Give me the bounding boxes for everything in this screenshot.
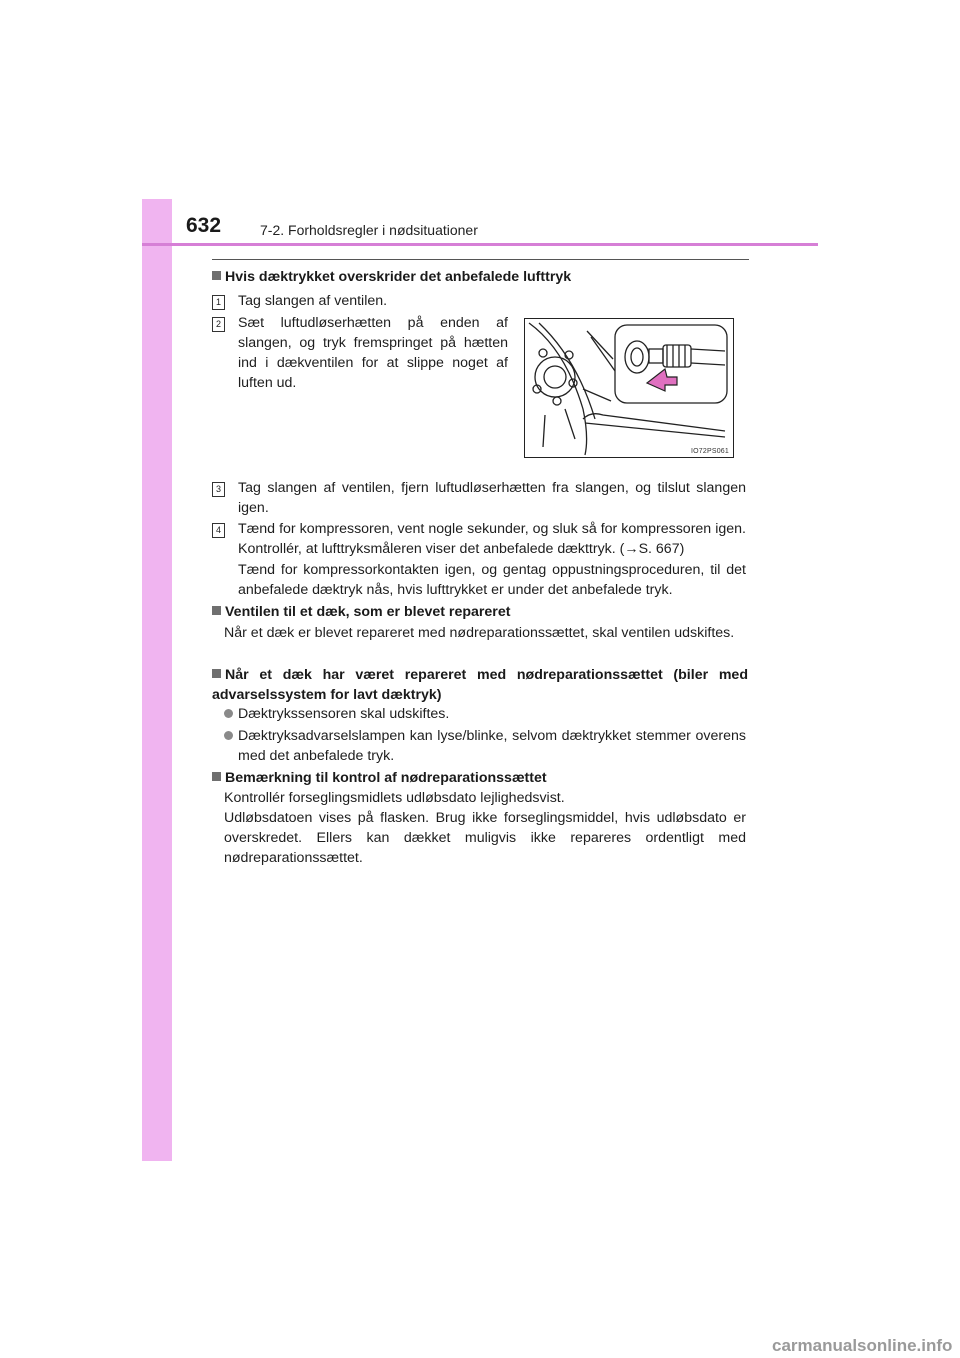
- tpms-bullet-1: Dæktrykssensoren skal udskiftes.: [238, 706, 450, 722]
- push-arrow-icon: [647, 369, 677, 391]
- valve-illustration: [524, 318, 734, 458]
- note-body: Udløbsdatoen vises på flasken. Brug ikke forseglingsmiddel, hvis udløbsdato er overskredet. Ellers kan dækket muligvis ikke repareres ordentligt med nødreparationssættet.: [224, 810, 746, 866]
- bullet-dot-icon: [224, 709, 233, 718]
- heading-square-icon: [212, 772, 221, 781]
- heading-valve: Ventilen til et dæk, som er blevet repareret: [212, 602, 752, 622]
- page-number: 632: [186, 214, 222, 237]
- valve-body: Når et dæk er blevet repareret med nødreparationssættet, skal ventilen udskiftes.: [224, 625, 735, 641]
- step-3-text: Tag slangen af ventilen, fjern luftudløserhætten fra slangen, og tilslut slangen igen.: [238, 480, 746, 516]
- step-4-note: Tænd for kompressorkontakten igen, og gentag oppustningsproceduren, til det anbefalede dæktryk nås, hvis lufttrykket er under det anbefalede tryk.: [238, 562, 746, 598]
- tire-valve-drawing: [525, 319, 733, 457]
- step-4-text: Tænd for kompressoren, vent nogle sekunder, og sluk så for kompressoren igen. Kontrollér, at lufttryksmåleren viser det anbefalede dækttryk. (→S. 667): [238, 521, 746, 557]
- tpms-bullet-2: Dæktryksadvarselslampen kan lyse/blinke, selvom dæktrykket stemmer overens med det anbefalede tryk.: [238, 728, 746, 764]
- bullet-dot-icon: [224, 731, 233, 740]
- step-number-box: 4: [212, 523, 225, 538]
- step-1-text: Tag slangen af ventilen.: [238, 293, 388, 309]
- section-title: 7-2. Forholdsregler i nødsituationer: [260, 222, 478, 238]
- heading-note: Bemærkning til kontrol af nødreparationssættet: [212, 768, 752, 788]
- heading-square-icon: [212, 606, 221, 615]
- step-number-box: 2: [212, 317, 225, 332]
- heading-over-pressure: Hvis dæktrykket overskrider det anbefalede lufttryk: [212, 267, 752, 287]
- watermark: carmanualsonline.info: [772, 1336, 953, 1355]
- note-line-1: Kontrollér forseglingsmidlets udløbsdato lejlighedsvist.: [224, 790, 565, 806]
- step-number-box: 3: [212, 482, 225, 497]
- heading-square-icon: [212, 669, 221, 678]
- step-number-box: 1: [212, 295, 225, 310]
- heading-tpms: Når et dæk har været repareret med nødreparationssættet (biler med advarselssystem for lavt dæktryk): [212, 667, 748, 703]
- figure-code: IO72PS061: [691, 448, 729, 455]
- step-2-text: Sæt luftudløserhætten på enden af slangen, og tryk fremspringet på hætten ind i dækventilen for at slippe noget af luften ud.: [238, 315, 508, 391]
- heading-square-icon: [212, 271, 221, 280]
- header-rule: [142, 243, 818, 246]
- content-top-rule: [212, 259, 749, 260]
- chapter-side-strip: [142, 199, 172, 1161]
